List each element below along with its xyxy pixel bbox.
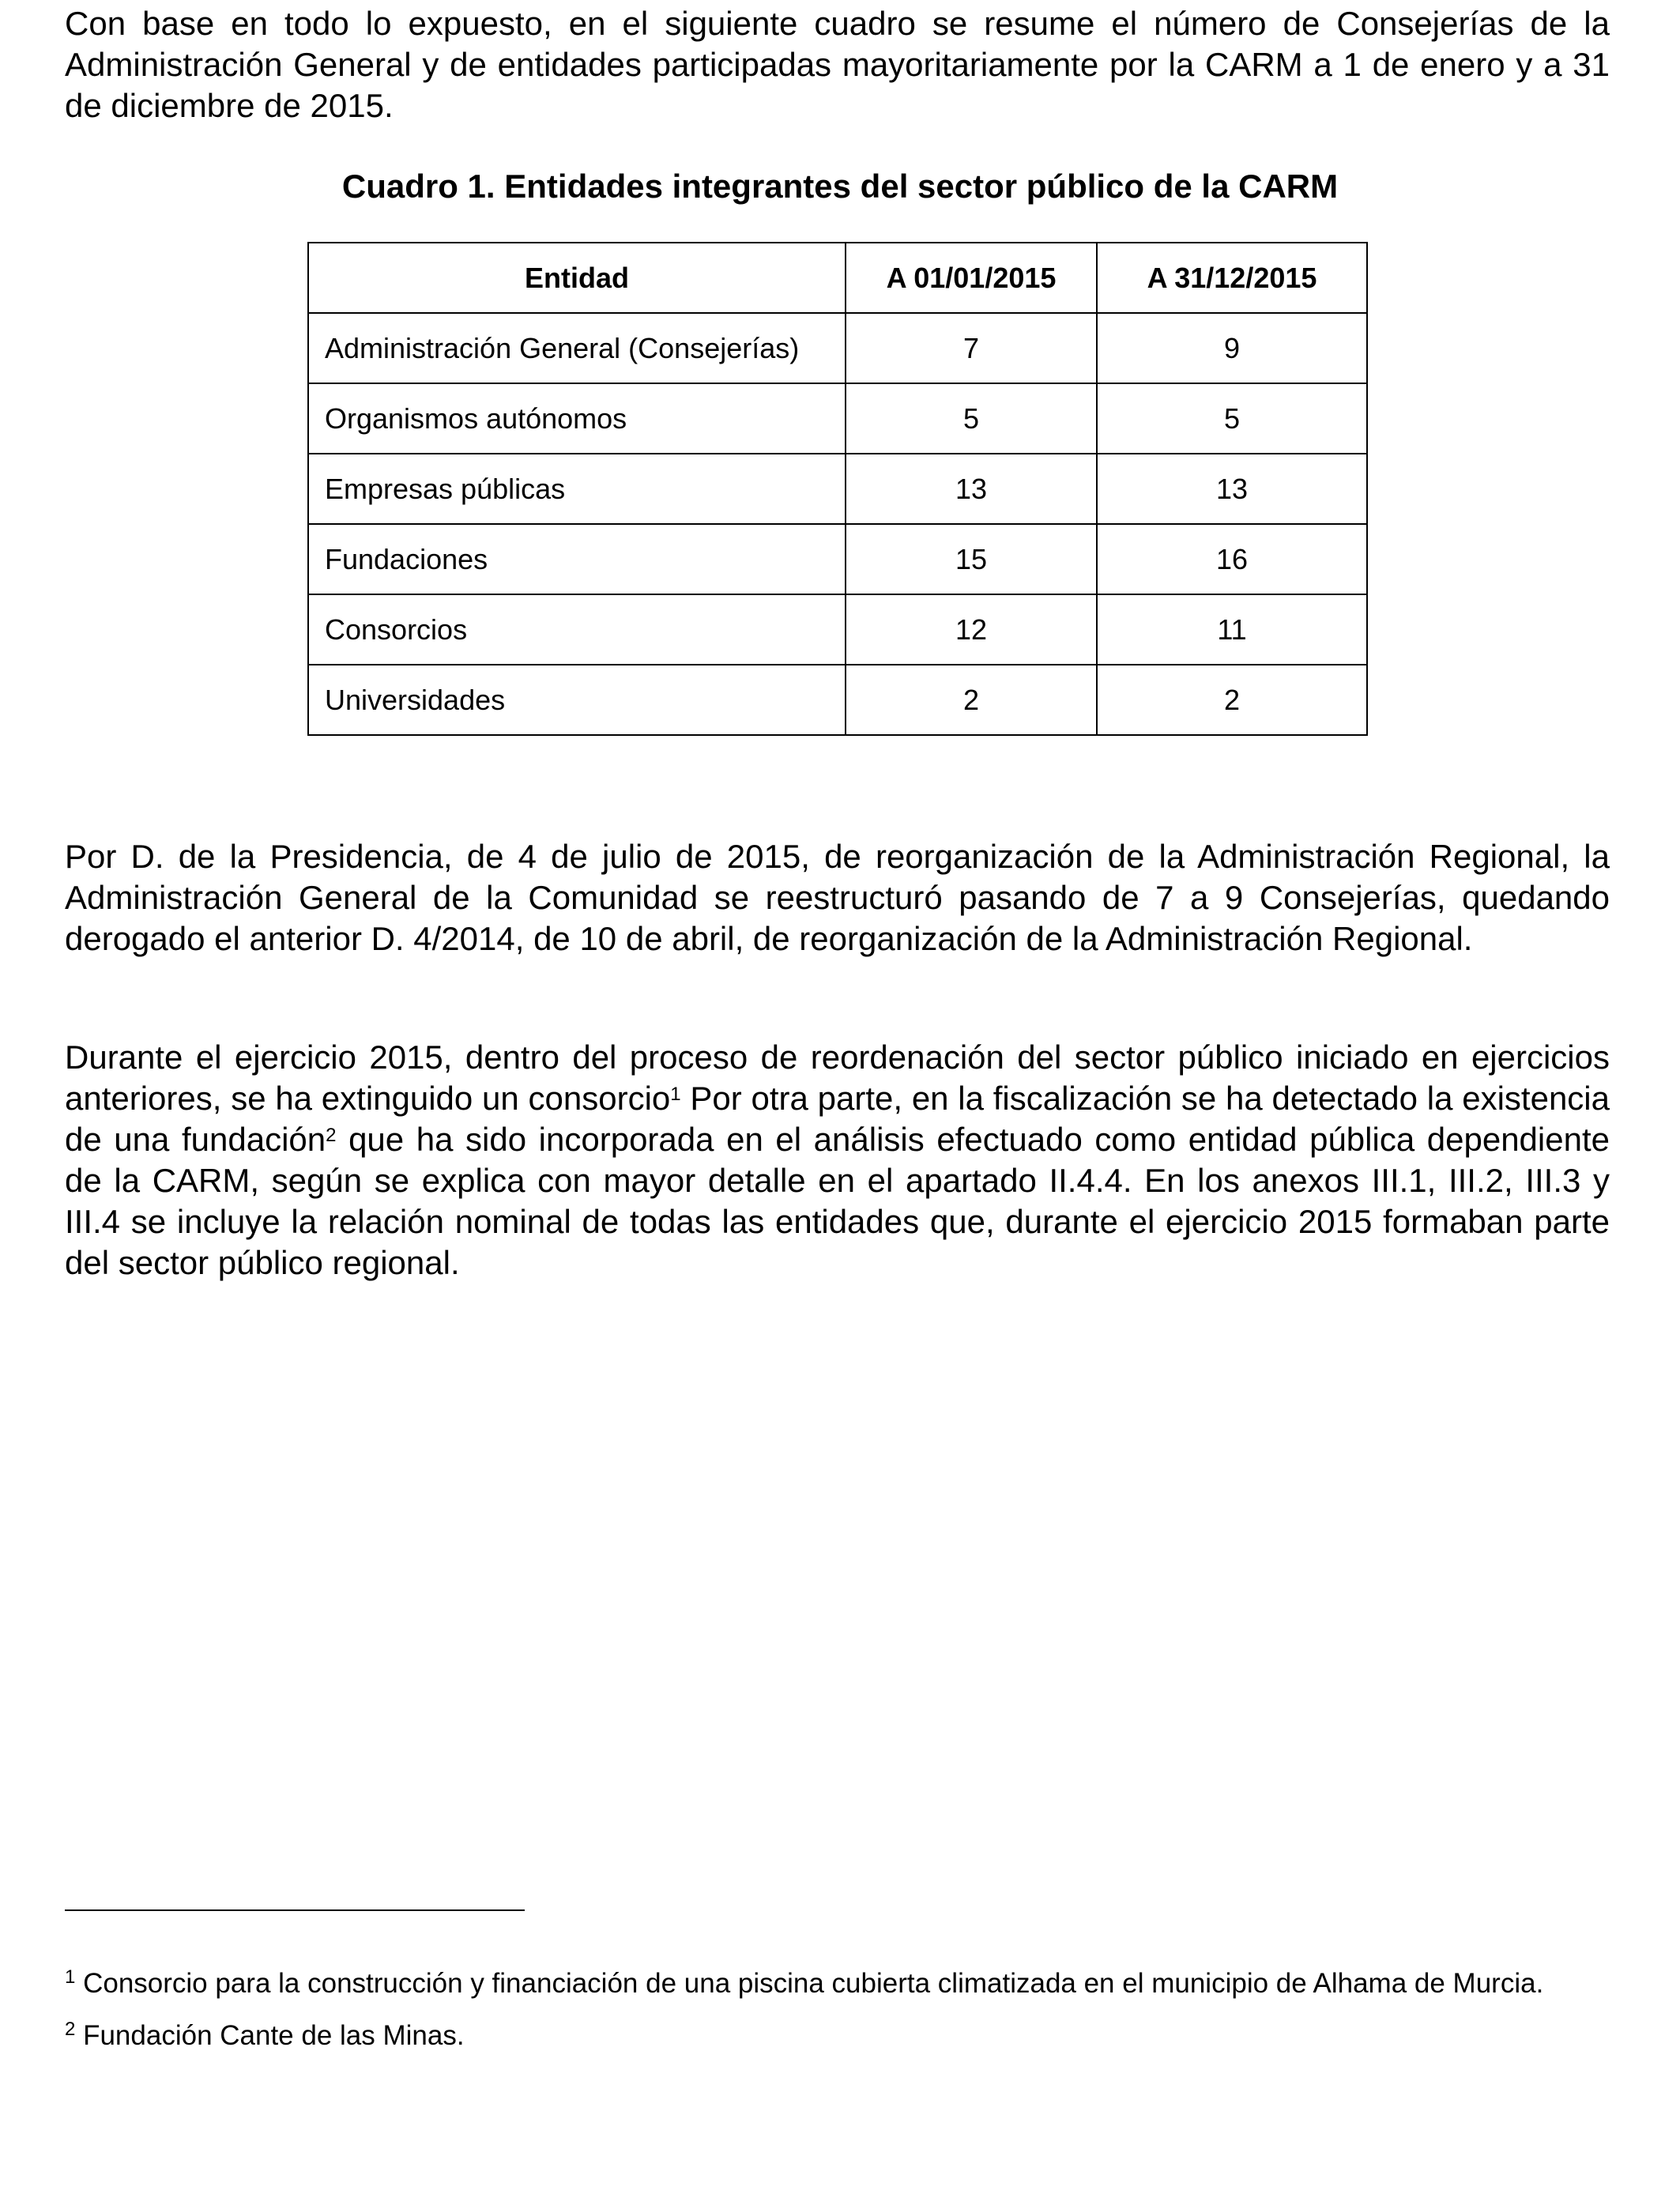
footnote-ref-2[interactable]: 2: [326, 1125, 337, 1146]
row-value-end: 5: [1097, 383, 1367, 454]
entities-table: [307, 242, 1368, 736]
row-value-end: 11: [1097, 594, 1367, 665]
reorganization-paragraph: Por D. de la Presidencia, de 4 de julio de 2015, de reorganización de la Administración Regional, la Administración General de la Comunidad se reestructuró pasando de 7 a 9 Consejerías, quedando derogado el anterior D. 4/2014, de 10 de abril, de reorganización de la Administración Regional.: [65, 838, 1610, 957]
row-value-end: 2: [1097, 665, 1367, 735]
table-row: [308, 454, 1367, 524]
footnote-text: Consorcio para la construcción y financiación de una piscina cubierta climatizada en el municipio de Alhama de Murcia.: [75, 1968, 1544, 1999]
column-header-entidad: Entidad: [308, 243, 846, 313]
footnote-separator: [65, 1909, 525, 1911]
row-entity-name: Universidades: [308, 665, 846, 735]
table-row: [308, 594, 1367, 665]
table-row: [308, 313, 1367, 383]
column-header-start: A 01/01/2015: [846, 243, 1097, 313]
footnote-text: Fundación Cante de las Minas.: [75, 2020, 465, 2051]
intro-paragraph: Con base en todo lo expuesto, en el siguiente cuadro se resume el número de Consejerías de la Administración General y de entidades participadas mayoritariamente por la CARM a 1 de enero y a 31 de diciembre de 2015.: [65, 5, 1610, 124]
row-value-end: 13: [1097, 454, 1367, 524]
row-value-start: 12: [846, 594, 1097, 665]
footnote-mark: 1: [65, 1966, 76, 1988]
table-row: [308, 383, 1367, 454]
reordering-text-1: Durante el ejercicio 2015, dentro del proceso de reordenación del sector público iniciado en ejercicios anteriores, se ha extinguido un consorcio: [65, 1039, 1610, 1117]
column-header-end: A 31/12/2015: [1097, 243, 1367, 313]
row-value-start: 7: [846, 313, 1097, 383]
reordering-paragraph: [65, 1037, 1610, 1284]
footnote-ref-1[interactable]: 1: [670, 1084, 681, 1105]
row-entity-name: Administración General (Consejerías): [308, 313, 846, 383]
row-entity-name: Consorcios: [308, 594, 846, 665]
footnote-mark: 2: [65, 2019, 76, 2040]
reordering-text-3: que ha sido incorporada en el análisis efectuado como entidad pública dependiente de la CARM, según se explica con mayor detalle en el apartado II.4.4. En los anexos III.1, III.2, III.3 y III.4 se incluye la relación nominal de todas las entidades que, durante el ejercicio 2015 formaban parte del sector público regional.: [65, 1121, 1610, 1281]
row-value-start: 5: [846, 383, 1097, 454]
table-row: [308, 524, 1367, 594]
footnote-2: [65, 2019, 1614, 2053]
table-row: [308, 665, 1367, 735]
table-header-row: [308, 243, 1367, 313]
reordering-text-2: Por otra parte, en la fiscalización se ha detectado la existencia de una fundación: [65, 1080, 1610, 1158]
row-value-end: 16: [1097, 524, 1367, 594]
row-entity-name: Empresas públicas: [308, 454, 846, 524]
row-entity-name: Organismos autónomos: [308, 383, 846, 454]
row-value-start: 13: [846, 454, 1097, 524]
table-caption: Cuadro 1. Entidades integrantes del sector público de la CARM: [341, 168, 1339, 205]
row-value-start: 2: [846, 665, 1097, 735]
row-entity-name: Fundaciones: [308, 524, 846, 594]
row-value-end: 9: [1097, 313, 1367, 383]
row-value-start: 15: [846, 524, 1097, 594]
footnote-1: [65, 1966, 1614, 2001]
